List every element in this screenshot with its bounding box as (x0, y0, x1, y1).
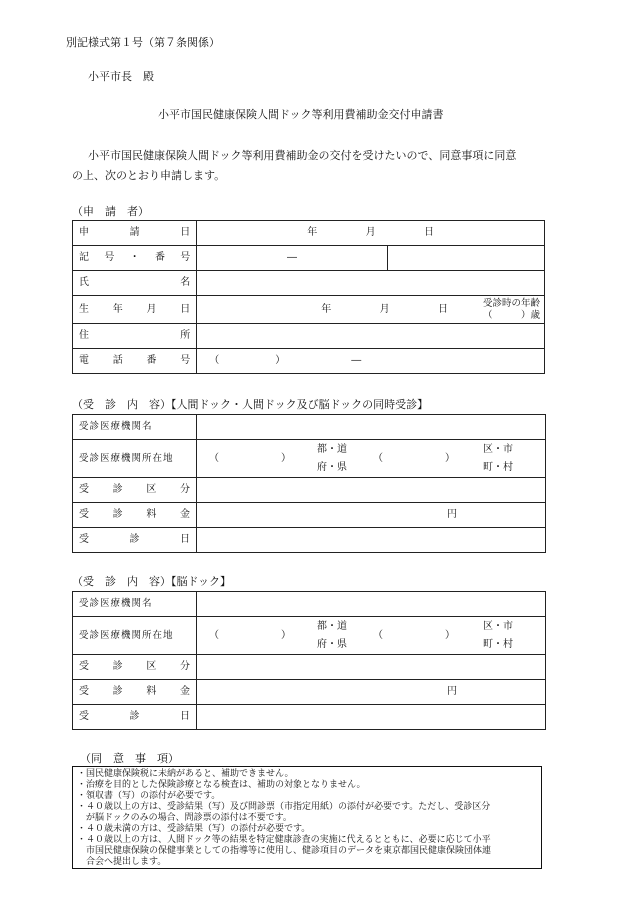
exam2-row-facility-address (73, 617, 546, 655)
symbol-field[interactable]: ― (197, 246, 387, 271)
exam2-label-category: 受 診 区 分 (79, 661, 190, 672)
exam1-row-facility-name (73, 415, 546, 440)
exam2-facility-address-field[interactable]: （ ） 都・道 府・県 （ ） 区・市 町・村 (197, 617, 546, 655)
exam2-label-date: 受 診 日 (79, 711, 190, 722)
consent-line: が脳ドックのみの場合、問診票の添付は不要です。 (77, 813, 292, 823)
intro-line-2: の上、次のとおり申請します。 (72, 169, 226, 182)
label-phone: 電 話 番 号 (79, 355, 191, 366)
row-birthdate (73, 296, 545, 324)
exam1-label-date: 受 診 日 (79, 534, 190, 545)
exam2-date-field[interactable] (197, 705, 546, 730)
exam1-fee-field[interactable]: 円 (197, 503, 546, 528)
exam2-category-field[interactable] (197, 655, 546, 680)
consent-line: ・４０歳未満の方は、受診結果（写）の添付が必要です。 (77, 824, 311, 834)
exam1-label-category: 受 診 区 分 (79, 484, 190, 495)
consent-box (72, 766, 542, 869)
exam1-date-field[interactable] (197, 528, 546, 553)
exam1-label-fee: 受 診 料 金 (79, 509, 190, 520)
consent-line: 市国民健康保険の保健事業としての指導等に使用し、健診項目のデータを東京都国民健康保険団体連 (77, 846, 492, 856)
birthdate-field[interactable]: 年 月 日 受診時の年齢 （ ）歳 (197, 296, 545, 324)
label-application-date: 申 請 日 (79, 227, 191, 238)
consent-line: 合会へ提出します。 (77, 857, 167, 867)
exam2-row-facility-name (73, 592, 546, 617)
form-title: 小平市国民健康保険人間ドック等利用費補助金交付申請書 (158, 108, 444, 121)
form-number: 別記様式第１号（第７条関係） (66, 36, 220, 49)
exam1-section-title: （受 診 内 容）【人間ドック・人間ドック及び脳ドックの同時受診】 (72, 398, 429, 411)
number-field[interactable] (387, 246, 544, 271)
row-symbol-number (73, 246, 545, 271)
exam2-row-category (73, 655, 546, 680)
exam1-facility-address-field[interactable]: （ ） 都・道 府・県 （ ） 区・市 町・村 (197, 440, 546, 478)
address-field[interactable] (197, 324, 545, 349)
exam1-row-fee (73, 503, 546, 528)
exam2-row-fee (73, 680, 546, 705)
exam2-label-facility-address: 受診医療機関所在地 (73, 617, 197, 655)
exam1-label-facility-name: 受診医療機関名 (73, 415, 197, 440)
intro-line-1: 小平市国民健康保険人間ドック等利用費補助金の交付を受けたいので、同意事項に同意 (88, 149, 517, 162)
exam2-facility-name-field[interactable] (197, 592, 546, 617)
exam2-fee-field[interactable]: 円 (197, 680, 546, 705)
consent-line: ・治療を目的とした保険診療となる検査は、補助の対象となりません。 (77, 780, 366, 790)
exam2-label-fee: 受 診 料 金 (79, 686, 190, 697)
exam2-table (72, 591, 546, 730)
row-name (73, 271, 545, 296)
label-symbol-number: 記 号 ・ 番 号 (79, 252, 191, 263)
exam1-row-date (73, 528, 546, 553)
exam1-category-field[interactable] (197, 478, 546, 503)
exam1-label-facility-address: 受診医療機関所在地 (73, 440, 197, 478)
exam1-table (72, 414, 546, 553)
label-address: 住 所 (79, 330, 191, 341)
consent-line: ・領収書（写）の添付が必要です。 (77, 791, 221, 801)
consent-section-title: （同 意 事 項） (80, 752, 179, 765)
applicant-table (72, 220, 545, 374)
row-application-date (73, 221, 545, 246)
exam1-row-facility-address (73, 440, 546, 478)
phone-field[interactable]: （ ） ― (197, 349, 545, 374)
consent-line: ・４０歳以上の方は、人間ドック等の結果を特定健康診査の実施に代えるとともに、必要に応じて小平 (77, 835, 491, 845)
exam2-label-facility-name: 受診医療機関名 (73, 592, 197, 617)
consent-line: ・国民健康保険税に未納があると、補助できません。 (77, 769, 294, 779)
row-phone (73, 349, 545, 374)
addressee: 小平市長 殿 (88, 70, 154, 83)
row-address (73, 324, 545, 349)
name-field[interactable] (197, 271, 545, 296)
age-at-exam: 受診時の年齢 （ ）歳 (482, 297, 540, 321)
consent-line: ・４０歳以上の方は、受診結果（写）及び問診票（市指定用紙）の添付が必要です。ただし、受診区分 (77, 802, 491, 812)
label-name: 氏 名 (79, 277, 191, 288)
application-date-field[interactable]: 年 月 日 (197, 221, 545, 246)
applicant-section-title: （申 請 者） (72, 205, 149, 218)
exam2-section-title: （受 診 内 容）【脳ドック】 (72, 575, 232, 588)
exam1-facility-name-field[interactable] (197, 415, 546, 440)
label-birthdate: 生 年 月 日 (79, 303, 191, 315)
exam1-row-category (73, 478, 546, 503)
exam2-row-date (73, 705, 546, 730)
